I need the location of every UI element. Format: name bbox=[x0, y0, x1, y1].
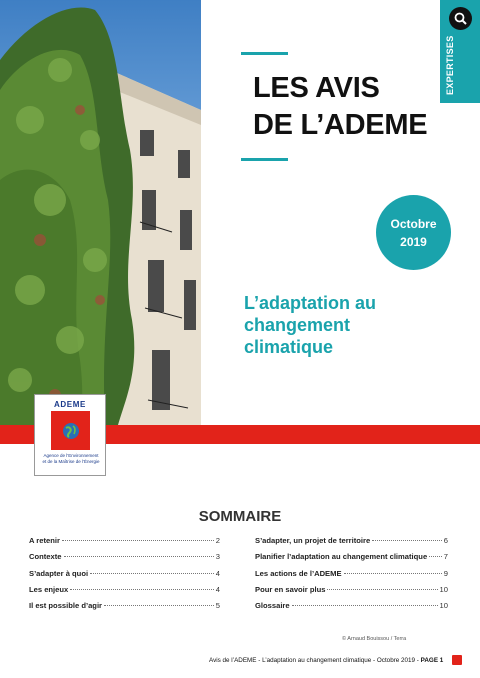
date-badge bbox=[376, 195, 451, 270]
toc-label: Planifier l’adaptation au changement climatique bbox=[255, 552, 428, 562]
toc-page: 7 bbox=[443, 552, 448, 562]
toc-leader bbox=[372, 540, 442, 541]
toc-item[interactable] bbox=[29, 552, 220, 568]
ademe-logo bbox=[34, 394, 106, 476]
toc-label: Glossaire bbox=[255, 601, 290, 611]
subtitle-line-1: L’adaptation au bbox=[244, 293, 377, 313]
toc-page: 10 bbox=[439, 601, 448, 611]
logo-wordmark: ADEME bbox=[54, 400, 86, 409]
logo-caption-line-1: Agence de l’Environnement bbox=[43, 453, 99, 458]
sommaire-heading: SOMMAIRE bbox=[198, 508, 282, 525]
toc-label: Il est possible d’agir bbox=[29, 601, 103, 611]
subtitle bbox=[244, 292, 376, 358]
logo-globe-square bbox=[51, 411, 90, 450]
toc-left-column bbox=[29, 536, 220, 617]
toc-leader bbox=[70, 589, 214, 590]
toc-item[interactable] bbox=[255, 536, 448, 552]
toc-right-column bbox=[255, 536, 448, 617]
globe-icon bbox=[61, 421, 81, 441]
toc-page: 9 bbox=[443, 568, 448, 578]
date-year: 2019 bbox=[400, 234, 427, 249]
footer-page-number: PAGE 1 bbox=[420, 657, 444, 664]
magnifier-icon bbox=[454, 12, 467, 25]
toc-label: A retenir bbox=[29, 536, 60, 545]
subtitle-line-2: changement bbox=[244, 315, 351, 335]
toc-page: 10 bbox=[439, 584, 448, 594]
title-line-2: DE L’ADEME bbox=[253, 109, 428, 141]
toc-page: 6 bbox=[443, 536, 448, 545]
toc-leader bbox=[429, 556, 442, 557]
toc-label: Les actions de l’ADEME bbox=[255, 568, 342, 578]
footer-text: Avis de l’ADEME - L’adaptation au changement climatique - Octobre 2019 - bbox=[209, 657, 421, 664]
toc-leader bbox=[344, 573, 442, 574]
logo-caption bbox=[37, 453, 105, 465]
toc-label: Les enjeux bbox=[29, 584, 69, 594]
title-rule-bottom bbox=[241, 158, 288, 161]
date-month: Octobre bbox=[390, 216, 437, 231]
toc-leader bbox=[104, 605, 214, 606]
toc-item[interactable] bbox=[255, 601, 448, 617]
toc-leader bbox=[90, 573, 214, 574]
footer-logo-icon bbox=[452, 655, 462, 665]
toc-page: 2 bbox=[215, 536, 220, 545]
toc-label: Contexte bbox=[29, 552, 62, 562]
page-footer bbox=[209, 657, 443, 664]
toc-item[interactable] bbox=[255, 585, 448, 601]
toc-leader bbox=[64, 556, 214, 557]
expertises-label: EXPERTISES bbox=[445, 35, 455, 95]
toc-page: 3 bbox=[215, 552, 220, 562]
toc-label: Pour en savoir plus bbox=[255, 584, 326, 594]
toc-leader bbox=[292, 605, 438, 606]
toc-item[interactable] bbox=[29, 536, 220, 552]
toc-page: 4 bbox=[215, 584, 220, 594]
search-button[interactable] bbox=[449, 7, 472, 30]
toc-leader bbox=[327, 589, 437, 590]
building-vertical-garden-image bbox=[0, 0, 201, 425]
title-line-1: LES AVIS bbox=[253, 72, 380, 104]
page-title bbox=[253, 70, 427, 144]
toc-page: 5 bbox=[215, 601, 220, 611]
toc-leader bbox=[62, 540, 214, 541]
toc-item[interactable] bbox=[255, 552, 448, 568]
toc-item[interactable] bbox=[29, 585, 220, 601]
toc-item[interactable] bbox=[29, 601, 220, 617]
toc-label: S’adapter à quoi bbox=[29, 568, 89, 578]
subtitle-line-3: climatique bbox=[244, 337, 334, 357]
toc-label: S’adapter, un projet de territoire bbox=[255, 536, 371, 545]
logo-caption-line-2: et de la Maîtrise de l’Énergie bbox=[42, 459, 100, 464]
toc-page: 4 bbox=[215, 568, 220, 578]
cover-photo bbox=[0, 0, 201, 425]
toc-item[interactable] bbox=[29, 569, 220, 585]
toc-item[interactable] bbox=[255, 569, 448, 585]
title-rule-top bbox=[241, 52, 288, 55]
photo-credit: © Arnaud Bouissou / Terra bbox=[342, 636, 407, 642]
